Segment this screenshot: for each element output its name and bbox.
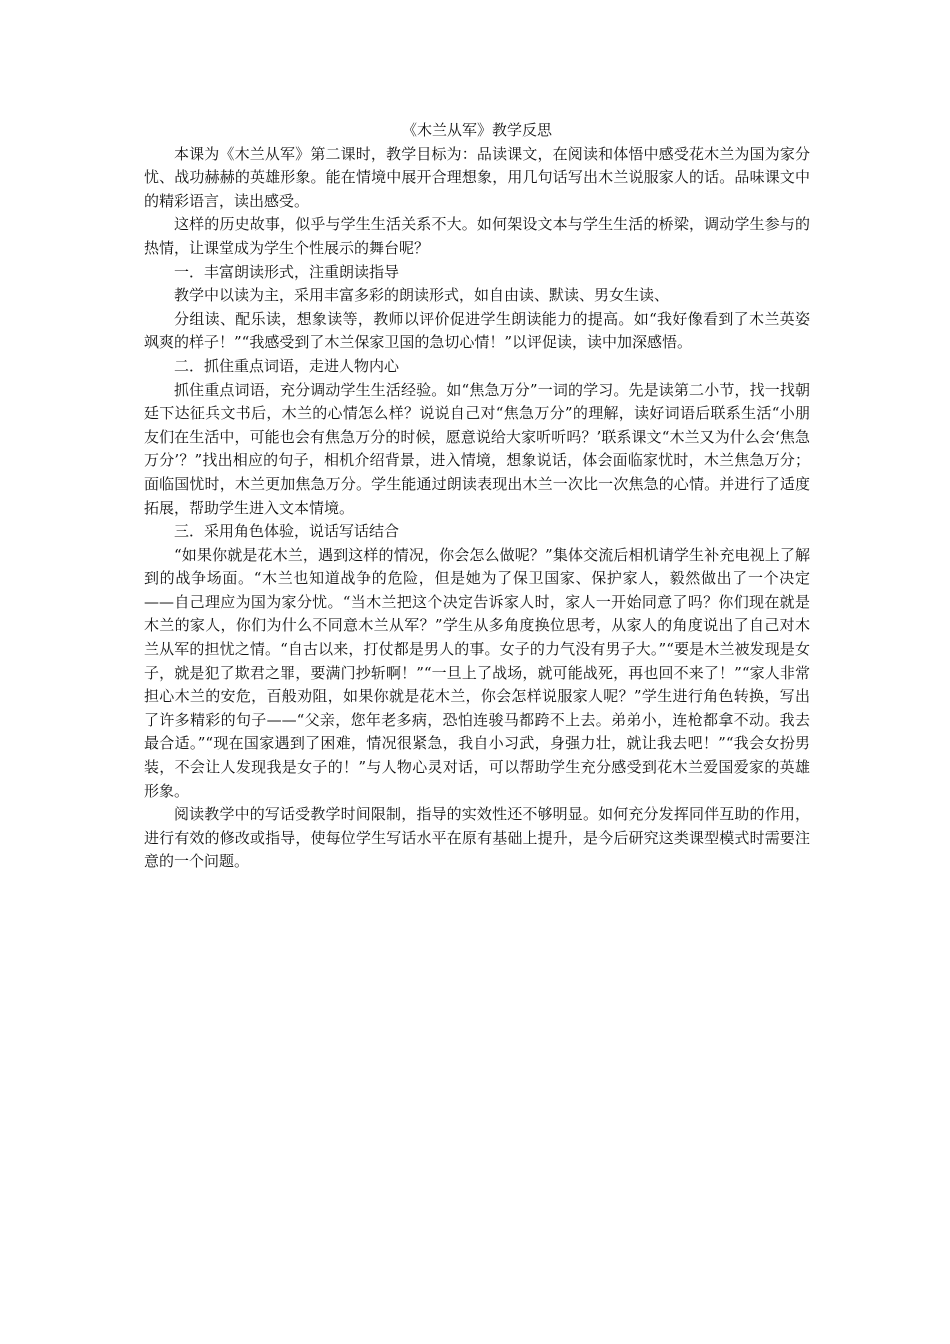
paragraph-reading-forms-a: 教学中以读为主，采用丰富多彩的朗读形式，如自由读、默读、男女生读、 <box>174 286 670 305</box>
document-page <box>144 119 810 874</box>
paragraph-intro: 本课为《木兰从军》第二课时，教学目标为：品读课文，在阅读和体悟中感受花木兰为国为家分忧、战功赫赫的英雄形象。能在情境中展开合理想象，用几句话写出木兰说服家人的话。品味课文中的精彩语言，读出感受。 <box>144 144 810 210</box>
section-heading-1: 一．丰富朗读形式，注重朗读指导 <box>174 262 400 281</box>
paragraph-role-play: “如果你就是花木兰，遇到这样的情况，你会怎么做呢？”集体交流后相机请学生补充电视上了解到的战争场面。“木兰也知道战争的危险，但是她为了保卫国家、保护家人，毅然做出了一个决定——自己理应为国为家分忧。“当木兰把这个决定告诉家人时，家人一开始同意了吗？你们现在就是木兰的家人，你们为什么不同意木兰从军？”学生从多角度换位思考，从家人的角度说出了自己对木兰从军的担忧之情。“自古以来，打仗都是男人的事。女子的力气没有男子大。”“要是木兰被发现是女子，就是犯了欺君之罪，要满门抄斩啊！”“一旦上了战场，就可能战死，再也回不来了！”“家人非常担心木兰的安危，百般劝阻，如果你就是花木兰，你会怎样说服家人呢？”学生进行角色转换，写出了许多精彩的句子——“父亲，您年老多病，恐怕连骏马都跨不上去。弟弟小，连枪都拿不动。我去最合适。”“现在国家遇到了困难，情况很紧急，我自小习武，身强力壮，就让我去吧！”“我会女扮男装，不会让人发现我是女子的！”与人物心灵对话，可以帮助学生充分感受到花木兰爱国爱家的英雄形象。 <box>144 545 810 800</box>
paragraph-question: 这样的历史故事，似乎与学生生活关系不大。如何架设文本与学生生活的桥梁，调动学生参与的热情，让课堂成为学生个性展示的舞台呢？ <box>144 215 810 257</box>
section-heading-3: 三．采用角色体验，说话写话结合 <box>174 522 400 541</box>
paragraph-reading-forms-b: 分组读、配乐读，想象读等，教师以评价促进学生朗读能力的提高。如“我好像看到了木兰英姿飒爽的样子！”“我感受到了木兰保家卫国的急切心情！”以评促读，读中加深感悟。 <box>144 309 810 352</box>
paragraph-key-words: 抓住重点词语，充分调动学生生活经验。如“焦急万分”一词的学习。先是读第二小节，找一找朝廷下达征兵文书后，木兰的心情怎么样？说说自己对“焦急万分”的理解，读好词语后联系生活“小朋友们在生活中，可能也会有焦急万分的时候，愿意说给大家听听吗？’联系课文“木兰又为什么会‘焦急万分’？”找出相应的句子，相机介绍背景，进入情境，想象说话，体会面临家忧时，木兰焦急万分；面临国忧时，木兰更加焦急万分。学生能通过朗读表现出木兰一次比一次焦急的心情。并进行了适度拓展，帮助学生进入文本情境。 <box>144 380 810 517</box>
paragraph-conclusion: 阅读教学中的写话受教学时间限制，指导的实效性还不够明显。如何充分发挥同伴互助的作用，进行有效的修改或指导，使每位学生写话水平在原有基础上提升，是今后研究这类课型模式时需要注意的一个问题。 <box>144 805 810 871</box>
section-heading-2: 二．抓住重点词语，走进人物内心 <box>174 356 400 375</box>
document-title: 《木兰从军》教学反思 <box>401 121 552 139</box>
